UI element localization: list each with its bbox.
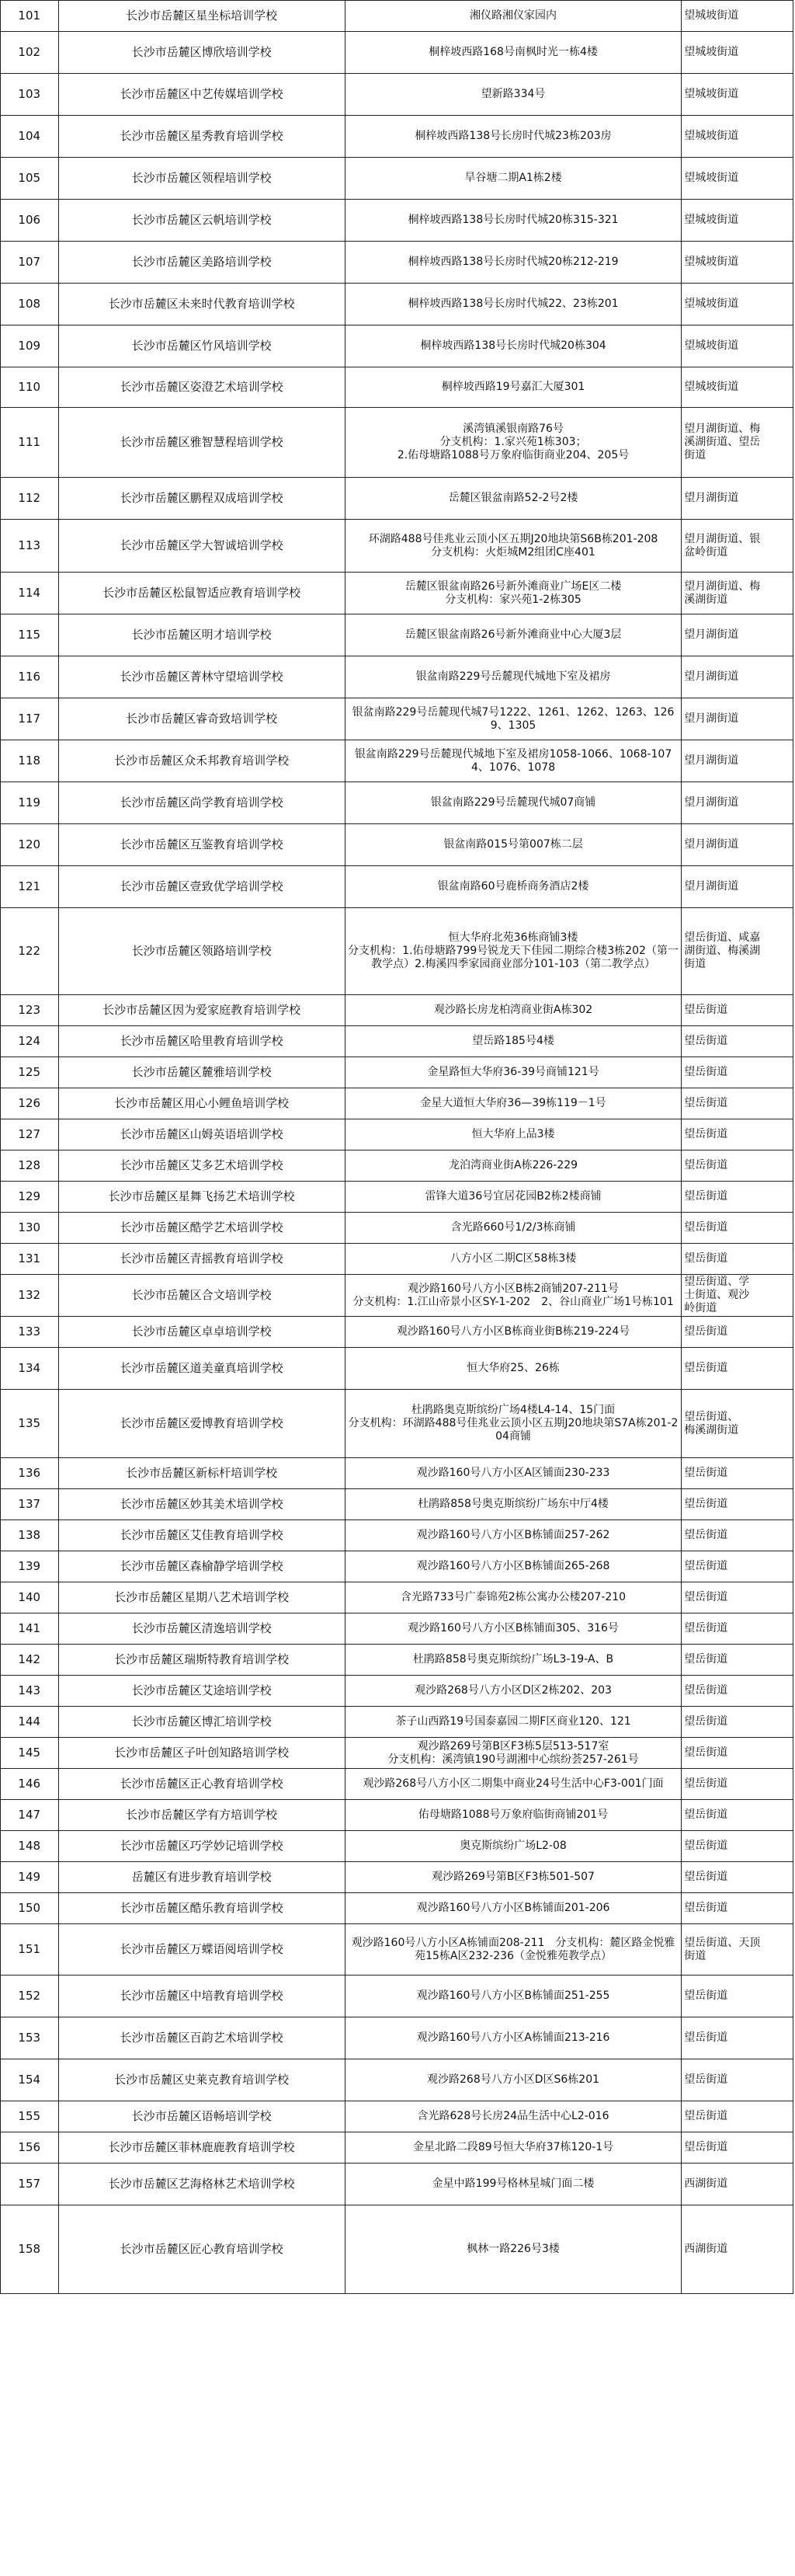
street-name: 望岳街道 bbox=[682, 1057, 793, 1088]
street-name: 望岳街道 bbox=[682, 2017, 793, 2059]
row-number: 155 bbox=[1, 2101, 59, 2132]
school-address: 观沙路160号八方小区B栋铺面265-268 bbox=[345, 1551, 681, 1582]
table-row bbox=[1, 200, 793, 242]
row-number: 141 bbox=[1, 1613, 59, 1645]
street-name: 望岳街道 bbox=[682, 995, 793, 1026]
school-name: 长沙市岳麓区星秀教育培训学校 bbox=[58, 116, 345, 158]
school-address: 观沙路160号八方小区B栋铺面305、316号 bbox=[345, 1613, 681, 1645]
row-number: 128 bbox=[1, 1150, 59, 1182]
school-address: 观沙路长房龙柏湾商业街A栋302 bbox=[345, 995, 681, 1026]
row-number: 109 bbox=[1, 325, 59, 367]
street-name: 望岳街道 bbox=[682, 1458, 793, 1489]
school-address: 金星路恒大华府36-39号商铺121号 bbox=[345, 1057, 681, 1088]
school-name: 长沙市岳麓区睿奇致培训学校 bbox=[58, 698, 345, 740]
street-name: 望岳街道 bbox=[682, 1831, 793, 1862]
table-row bbox=[1, 1390, 793, 1458]
street-name: 望城坡街道 bbox=[682, 116, 793, 158]
street-name: 望岳街道、咸嘉 湖街道、梅溪湖 街道 bbox=[682, 908, 793, 995]
school-address: 杜鹃路858号奥克斯缤纷广场L3-19-A、B bbox=[345, 1645, 681, 1676]
school-name: 长沙市岳麓区博汇培训学校 bbox=[58, 1707, 345, 1738]
row-number: 137 bbox=[1, 1489, 59, 1520]
table-row bbox=[1, 2205, 793, 2294]
row-number: 130 bbox=[1, 1213, 59, 1244]
street-name: 望城坡街道 bbox=[682, 242, 793, 284]
table-row bbox=[1, 1348, 793, 1390]
street-name: 望岳街道 bbox=[682, 1520, 793, 1551]
street-name: 望月湖街道 bbox=[682, 824, 793, 866]
row-number: 135 bbox=[1, 1390, 59, 1458]
school-address: 奥克斯缤纷广场L2-08 bbox=[345, 1831, 681, 1862]
street-name: 望城坡街道 bbox=[682, 284, 793, 325]
school-name: 长沙市岳麓区未来时代教育培训学校 bbox=[58, 284, 345, 325]
street-name: 望城坡街道 bbox=[682, 32, 793, 74]
street-name: 望月湖街道 bbox=[682, 782, 793, 824]
street-name: 望岳街道 bbox=[682, 1244, 793, 1275]
row-number: 123 bbox=[1, 995, 59, 1026]
school-name: 长沙市岳麓区道美童真培训学校 bbox=[58, 1348, 345, 1390]
school-address: 银盆南路229号岳麓现代城地下室及裙房 bbox=[345, 656, 681, 698]
school-address: 岳麓区银盆南路26号新外滩商业广场E区二楼 分支机构：家兴苑1-2栋305 bbox=[345, 573, 681, 614]
street-name: 望城坡街道 bbox=[682, 158, 793, 200]
table-row bbox=[1, 1520, 793, 1551]
row-number: 108 bbox=[1, 284, 59, 325]
school-name: 长沙市岳麓区星舞飞扬艺术培训学校 bbox=[58, 1182, 345, 1213]
table-row bbox=[1, 1582, 793, 1613]
street-name: 望城坡街道 bbox=[682, 367, 793, 408]
school-address: 旱谷塘二期A1栋2楼 bbox=[345, 158, 681, 200]
street-name: 望月湖街道、银 盆岭街道 bbox=[682, 520, 793, 573]
table-row bbox=[1, 325, 793, 367]
school-name: 长沙市岳麓区哈里教育培训学校 bbox=[58, 1026, 345, 1057]
table-row bbox=[1, 1026, 793, 1057]
school-name: 长沙市岳麓区菲林鹿鹿教育培训学校 bbox=[58, 2132, 345, 2163]
street-name: 望岳街道 bbox=[682, 1150, 793, 1182]
school-name: 长沙市岳麓区清逸培训学校 bbox=[58, 1613, 345, 1645]
school-name: 长沙市岳麓区匠心教育培训学校 bbox=[58, 2205, 345, 2294]
street-name: 望岳街道 bbox=[682, 1645, 793, 1676]
table-row bbox=[1, 520, 793, 573]
school-address: 望岳路185号4楼 bbox=[345, 1026, 681, 1057]
street-name: 望月湖街道 bbox=[682, 740, 793, 782]
school-address: 观沙路268号八方小区D区S6栋201 bbox=[345, 2059, 681, 2101]
street-name: 望岳街道 bbox=[682, 2059, 793, 2101]
table-row bbox=[1, 1, 793, 32]
table-row bbox=[1, 824, 793, 866]
row-number: 133 bbox=[1, 1317, 59, 1348]
school-address: 桐梓坡西路138号长房时代城20栋315-321 bbox=[345, 200, 681, 242]
school-name: 长沙市岳麓区史莱克教育培训学校 bbox=[58, 2059, 345, 2101]
table-row bbox=[1, 1976, 793, 2017]
school-name: 岳麓区有进步教育培训学校 bbox=[58, 1862, 345, 1893]
row-number: 124 bbox=[1, 1026, 59, 1057]
table-row bbox=[1, 1645, 793, 1676]
row-number: 119 bbox=[1, 782, 59, 824]
table-row bbox=[1, 1489, 793, 1520]
street-name: 望月湖街道 bbox=[682, 656, 793, 698]
row-number: 143 bbox=[1, 1676, 59, 1707]
row-number: 145 bbox=[1, 1738, 59, 1769]
school-address: 环湖路488号佳兆业云顶小区五期J20地块第S6B栋201-208 分支机构：火炬城M2组团C座401 bbox=[345, 520, 681, 573]
row-number: 113 bbox=[1, 520, 59, 573]
row-number: 138 bbox=[1, 1520, 59, 1551]
street-name: 望岳街道 bbox=[682, 1213, 793, 1244]
school-name: 长沙市岳麓区松鼠智适应教育培训学校 bbox=[58, 573, 345, 614]
school-address: 观沙路268号八方小区二期集中商业24号生活中心F3-001门面 bbox=[345, 1769, 681, 1800]
table-row bbox=[1, 32, 793, 74]
row-number: 147 bbox=[1, 1800, 59, 1831]
school-name: 长沙市岳麓区艾多艺术培训学校 bbox=[58, 1150, 345, 1182]
row-number: 112 bbox=[1, 478, 59, 520]
row-number: 131 bbox=[1, 1244, 59, 1275]
row-number: 153 bbox=[1, 2017, 59, 2059]
school-name: 长沙市岳麓区酷乐教育培训学校 bbox=[58, 1893, 345, 1924]
school-address: 恒大华府25、26栋 bbox=[345, 1348, 681, 1390]
row-number: 105 bbox=[1, 158, 59, 200]
street-name: 望月湖街道、梅 溪湖街道、望岳 街道 bbox=[682, 408, 793, 478]
row-number: 132 bbox=[1, 1275, 59, 1317]
school-address: 观沙路160号八方小区A区铺面230-233 bbox=[345, 1458, 681, 1489]
table-row bbox=[1, 1738, 793, 1769]
school-name: 长沙市岳麓区学有方培训学校 bbox=[58, 1800, 345, 1831]
row-number: 146 bbox=[1, 1769, 59, 1800]
street-name: 望岳街道 bbox=[682, 1862, 793, 1893]
school-name: 长沙市岳麓区麓雅培训学校 bbox=[58, 1057, 345, 1088]
table-row bbox=[1, 408, 793, 478]
school-address: 八方小区二期C区58栋3楼 bbox=[345, 1244, 681, 1275]
row-number: 127 bbox=[1, 1119, 59, 1150]
street-name: 望城坡街道 bbox=[682, 1, 793, 32]
school-address: 观沙路160号八方小区B栋商业街B栋219-224号 bbox=[345, 1317, 681, 1348]
table-row bbox=[1, 1613, 793, 1645]
street-name: 望岳街道 bbox=[682, 1769, 793, 1800]
school-name: 长沙市岳麓区青摇教育培训学校 bbox=[58, 1244, 345, 1275]
school-address: 观沙路269号第B区F3栋5层513-517室 分支机构：溪湾镇190号湖湘中心缤纷荟257-261号 bbox=[345, 1738, 681, 1769]
school-name: 长沙市岳麓区尚学教育培训学校 bbox=[58, 782, 345, 824]
school-name: 长沙市岳麓区学大智诚培训学校 bbox=[58, 520, 345, 573]
school-name: 长沙市岳麓区子叶创知路培训学校 bbox=[58, 1738, 345, 1769]
school-name: 长沙市岳麓区明才培训学校 bbox=[58, 614, 345, 656]
school-address: 岳麓区银盆南路52-2号2楼 bbox=[345, 478, 681, 520]
school-address: 观沙路269号第B区F3栋501-507 bbox=[345, 1862, 681, 1893]
street-name: 望岳街道、学 士街道、观沙 岭街道 bbox=[682, 1275, 793, 1317]
school-name: 长沙市岳麓区新标杆培训学校 bbox=[58, 1458, 345, 1489]
school-address: 岳麓区银盆南路26号新外滩商业中心大厦3层 bbox=[345, 614, 681, 656]
row-number: 139 bbox=[1, 1551, 59, 1582]
school-name: 长沙市岳麓区姿澄艺术培训学校 bbox=[58, 367, 345, 408]
street-name: 望岳街道 bbox=[682, 1976, 793, 2017]
table-row bbox=[1, 74, 793, 116]
school-name: 长沙市岳麓区星坐标培训学校 bbox=[58, 1, 345, 32]
street-name: 望岳街道 bbox=[682, 1551, 793, 1582]
school-address: 含光路733号广泰锦苑2栋公寓办公楼207-210 bbox=[345, 1582, 681, 1613]
street-name: 望岳街道 bbox=[682, 2132, 793, 2163]
table-row bbox=[1, 1244, 793, 1275]
street-name: 西湖街道 bbox=[682, 2205, 793, 2294]
school-address: 桐梓坡西路168号南枫时光一栋4楼 bbox=[345, 32, 681, 74]
table-row bbox=[1, 1275, 793, 1317]
table-row bbox=[1, 2163, 793, 2205]
school-address: 银盆南路229号岳麓现代城地下室及裙房1058-1066、1068-1074、1076、1078 bbox=[345, 740, 681, 782]
street-name: 望岳街道 bbox=[682, 1893, 793, 1924]
school-address: 金星中路199号格林星城门面二楼 bbox=[345, 2163, 681, 2205]
street-name: 望岳街道 bbox=[682, 1119, 793, 1150]
table-row bbox=[1, 1831, 793, 1862]
table-row bbox=[1, 284, 793, 325]
table-row bbox=[1, 367, 793, 408]
school-name: 长沙市岳麓区中培教育培训学校 bbox=[58, 1976, 345, 2017]
school-name: 长沙市岳麓区用心小鲤鱼培训学校 bbox=[58, 1088, 345, 1119]
row-number: 151 bbox=[1, 1924, 59, 1976]
school-address: 龙泊湾商业街A栋226-229 bbox=[345, 1150, 681, 1182]
table-row bbox=[1, 1317, 793, 1348]
school-address: 银盆南路60号鹿桥商务酒店2楼 bbox=[345, 866, 681, 908]
street-name: 望月湖街道 bbox=[682, 698, 793, 740]
school-address: 桐梓坡西路138号长房时代城22、23栋201 bbox=[345, 284, 681, 325]
school-address: 观沙路160号八方小区A栋铺面213-216 bbox=[345, 2017, 681, 2059]
table-row bbox=[1, 2059, 793, 2101]
school-address: 观沙路160号八方小区B栋铺面251-255 bbox=[345, 1976, 681, 2017]
table-row bbox=[1, 866, 793, 908]
row-number: 150 bbox=[1, 1893, 59, 1924]
street-name: 望月湖街道 bbox=[682, 478, 793, 520]
row-number: 101 bbox=[1, 1, 59, 32]
row-number: 114 bbox=[1, 573, 59, 614]
street-name: 望岳街道 bbox=[682, 1707, 793, 1738]
table-row bbox=[1, 1088, 793, 1119]
table-row bbox=[1, 1213, 793, 1244]
table-row bbox=[1, 1150, 793, 1182]
school-address: 湘仪路湘仪家园内 bbox=[345, 1, 681, 32]
table-row bbox=[1, 908, 793, 995]
row-number: 120 bbox=[1, 824, 59, 866]
row-number: 110 bbox=[1, 367, 59, 408]
school-address: 观沙路268号八方小区D区2栋202、203 bbox=[345, 1676, 681, 1707]
school-name: 长沙市岳麓区森榆静学培训学校 bbox=[58, 1551, 345, 1582]
school-address: 桐梓坡西路138号长房时代城20栋212-219 bbox=[345, 242, 681, 284]
school-name: 长沙市岳麓区领路培训学校 bbox=[58, 908, 345, 995]
row-number: 152 bbox=[1, 1976, 59, 2017]
school-name: 长沙市岳麓区美路培训学校 bbox=[58, 242, 345, 284]
row-number: 102 bbox=[1, 32, 59, 74]
school-address: 桐梓坡西路138号长房时代城23栋203房 bbox=[345, 116, 681, 158]
school-name: 长沙市岳麓区爱博教育培训学校 bbox=[58, 1390, 345, 1458]
school-address: 观沙路160号八方小区B栋2商铺207-211号 分支机构：1.江山帝景小区SY-1-202 2、谷山商业广场1号栋101 bbox=[345, 1275, 681, 1317]
row-number: 149 bbox=[1, 1862, 59, 1893]
table-row bbox=[1, 116, 793, 158]
row-number: 111 bbox=[1, 408, 59, 478]
row-number: 107 bbox=[1, 242, 59, 284]
school-address: 桐梓坡西路138号长房时代城20栋304 bbox=[345, 325, 681, 367]
table-row bbox=[1, 242, 793, 284]
street-name: 望城坡街道 bbox=[682, 200, 793, 242]
row-number: 157 bbox=[1, 2163, 59, 2205]
row-number: 156 bbox=[1, 2132, 59, 2163]
table-row bbox=[1, 478, 793, 520]
street-name: 望城坡街道 bbox=[682, 325, 793, 367]
school-address: 金星北路二段89号恒大华府37栋120-1号 bbox=[345, 2132, 681, 2163]
school-address: 银盆南路015号第007栋二层 bbox=[345, 824, 681, 866]
table-row bbox=[1, 1862, 793, 1893]
school-name: 长沙市岳麓区妙其美术培训学校 bbox=[58, 1489, 345, 1520]
school-address: 枫林一路226号3楼 bbox=[345, 2205, 681, 2294]
school-address: 观沙路160号八方小区B栋铺面257-262 bbox=[345, 1520, 681, 1551]
school-name: 长沙市岳麓区竹风培训学校 bbox=[58, 325, 345, 367]
school-name: 长沙市岳麓区语畅培训学校 bbox=[58, 2101, 345, 2132]
table-row bbox=[1, 1458, 793, 1489]
street-name: 望月湖街道、梅 溪湖街道 bbox=[682, 573, 793, 614]
school-address: 含光路628号长房24品生活中心L2-016 bbox=[345, 2101, 681, 2132]
street-name: 望月湖街道 bbox=[682, 866, 793, 908]
street-name: 望岳街道 bbox=[682, 1182, 793, 1213]
street-name: 望岳街道 bbox=[682, 1582, 793, 1613]
street-name: 望月湖街道 bbox=[682, 614, 793, 656]
school-address: 佑母塘路1088号万象府临街商铺201号 bbox=[345, 1800, 681, 1831]
table-row bbox=[1, 1551, 793, 1582]
school-name: 长沙市岳麓区博欣培训学校 bbox=[58, 32, 345, 74]
school-name: 长沙市岳麓区领程培训学校 bbox=[58, 158, 345, 200]
school-table-body bbox=[1, 1, 793, 2294]
street-name: 望岳街道、 梅溪湖街道 bbox=[682, 1390, 793, 1458]
school-name: 长沙市岳麓区艺海格林艺术培训学校 bbox=[58, 2163, 345, 2205]
school-name: 长沙市岳麓区万蝶语阅培训学校 bbox=[58, 1924, 345, 1976]
table-row bbox=[1, 1057, 793, 1088]
school-address: 观沙路160号八方小区A栋铺面208-211 分支机构：麓区路金悦雅苑15栋A区232-236（金悦雅苑教学点） bbox=[345, 1924, 681, 1976]
school-name: 长沙市岳麓区云帆培训学校 bbox=[58, 200, 345, 242]
row-number: 144 bbox=[1, 1707, 59, 1738]
school-name: 长沙市岳麓区鹏程双成培训学校 bbox=[58, 478, 345, 520]
table-row bbox=[1, 573, 793, 614]
street-name: 望城坡街道 bbox=[682, 74, 793, 116]
table-row bbox=[1, 1707, 793, 1738]
table-row bbox=[1, 1676, 793, 1707]
row-number: 103 bbox=[1, 74, 59, 116]
table-row bbox=[1, 1893, 793, 1924]
school-name: 长沙市岳麓区酷学艺术培训学校 bbox=[58, 1213, 345, 1244]
school-address: 银盆南路229号岳麓现代城07商铺 bbox=[345, 782, 681, 824]
table-row bbox=[1, 740, 793, 782]
table-row bbox=[1, 698, 793, 740]
row-number: 134 bbox=[1, 1348, 59, 1390]
row-number: 136 bbox=[1, 1458, 59, 1489]
school-name: 长沙市岳麓区互鉴教育培训学校 bbox=[58, 824, 345, 866]
school-address: 含光路660号1/2/3栋商铺 bbox=[345, 1213, 681, 1244]
school-name: 长沙市岳麓区山姆英语培训学校 bbox=[58, 1119, 345, 1150]
street-name: 望岳街道、天顶 街道 bbox=[682, 1924, 793, 1976]
school-name: 长沙市岳麓区瑞斯特教育培训学校 bbox=[58, 1645, 345, 1676]
street-name: 望岳街道 bbox=[682, 1800, 793, 1831]
table-row bbox=[1, 1800, 793, 1831]
school-address: 观沙路160号八方小区B栋铺面201-206 bbox=[345, 1893, 681, 1924]
row-number: 126 bbox=[1, 1088, 59, 1119]
row-number: 154 bbox=[1, 2059, 59, 2101]
row-number: 104 bbox=[1, 116, 59, 158]
school-name: 长沙市岳麓区艾佳教育培训学校 bbox=[58, 1520, 345, 1551]
street-name: 望岳街道 bbox=[682, 1088, 793, 1119]
school-address: 茶子山西路19号国泰嘉园二期F区商业120、121 bbox=[345, 1707, 681, 1738]
row-number: 158 bbox=[1, 2205, 59, 2294]
table-row bbox=[1, 1769, 793, 1800]
school-address: 杜鹃路858号奥克斯缤纷广场东中厅4楼 bbox=[345, 1489, 681, 1520]
row-number: 142 bbox=[1, 1645, 59, 1676]
table-row bbox=[1, 1182, 793, 1213]
school-address: 溪湾镇溪银南路76号 分支机构：1.家兴苑1栋303； 2.佑母塘路1088号万象府临街商业204、205号 bbox=[345, 408, 681, 478]
row-number: 140 bbox=[1, 1582, 59, 1613]
table-row bbox=[1, 614, 793, 656]
school-address: 桐梓坡西路19号嘉汇大厦301 bbox=[345, 367, 681, 408]
table-row bbox=[1, 1119, 793, 1150]
school-name: 长沙市岳麓区艾途培训学校 bbox=[58, 1676, 345, 1707]
street-name: 望岳街道 bbox=[682, 1026, 793, 1057]
street-name: 西湖街道 bbox=[682, 2163, 793, 2205]
street-name: 望岳街道 bbox=[682, 1489, 793, 1520]
school-name: 长沙市岳麓区星期八艺术培训学校 bbox=[58, 1582, 345, 1613]
table-row bbox=[1, 2101, 793, 2132]
school-name: 长沙市岳麓区巧学妙记培训学校 bbox=[58, 1831, 345, 1862]
school-address: 望新路334号 bbox=[345, 74, 681, 116]
row-number: 129 bbox=[1, 1182, 59, 1213]
street-name: 望岳街道 bbox=[682, 1676, 793, 1707]
school-name: 长沙市岳麓区中艺传媒培训学校 bbox=[58, 74, 345, 116]
school-address: 杜鹃路奥克斯缤纷广场4楼L4-14、15门面 分支机构：环湖路488号佳兆业云顶小区五期J20地块第S7A栋201-204商铺 bbox=[345, 1390, 681, 1458]
table-row bbox=[1, 2132, 793, 2163]
street-name: 望岳街道 bbox=[682, 1317, 793, 1348]
school-name: 长沙市岳麓区卓卓培训学校 bbox=[58, 1317, 345, 1348]
street-name: 望岳街道 bbox=[682, 1613, 793, 1645]
school-name: 长沙市岳麓区正心教育培训学校 bbox=[58, 1769, 345, 1800]
row-number: 106 bbox=[1, 200, 59, 242]
table-row bbox=[1, 2017, 793, 2059]
row-number: 121 bbox=[1, 866, 59, 908]
table-row bbox=[1, 782, 793, 824]
street-name: 望岳街道 bbox=[682, 1738, 793, 1769]
row-number: 118 bbox=[1, 740, 59, 782]
row-number: 122 bbox=[1, 908, 59, 995]
street-name: 望岳街道 bbox=[682, 1348, 793, 1390]
table-row bbox=[1, 1924, 793, 1976]
row-number: 115 bbox=[1, 614, 59, 656]
school-address: 雷锋大道36号宜居花园B2栋2楼商铺 bbox=[345, 1182, 681, 1213]
school-address: 银盆南路229号岳麓现代城7号1222、1261、1262、1263、1269、1305 bbox=[345, 698, 681, 740]
school-name: 长沙市岳麓区因为爱家庭教育培训学校 bbox=[58, 995, 345, 1026]
row-number: 117 bbox=[1, 698, 59, 740]
table-row bbox=[1, 995, 793, 1026]
school-name: 长沙市岳麓区雅智慧程培训学校 bbox=[58, 408, 345, 478]
school-name: 长沙市岳麓区壹致优学培训学校 bbox=[58, 866, 345, 908]
school-name: 长沙市岳麓区合文培训学校 bbox=[58, 1275, 345, 1317]
school-address: 恒大华府上品3楼 bbox=[345, 1119, 681, 1150]
table-row bbox=[1, 656, 793, 698]
school-name: 长沙市岳麓区百韵艺术培训学校 bbox=[58, 2017, 345, 2059]
row-number: 148 bbox=[1, 1831, 59, 1862]
school-address: 恒大华府北苑36栋商铺3楼 分支机构：1.佑母塘路799号锐龙天下佳园二期综合楼3栋202（第一教学点）2.梅溪四季家园商业部分101-103（第二教学点） bbox=[345, 908, 681, 995]
row-number: 125 bbox=[1, 1057, 59, 1088]
school-name: 长沙市岳麓区菁林守望培训学校 bbox=[58, 656, 345, 698]
school-address: 金星大道恒大华府36—39栋119－1号 bbox=[345, 1088, 681, 1119]
street-name: 望岳街道 bbox=[682, 2101, 793, 2132]
row-number: 116 bbox=[1, 656, 59, 698]
table-row bbox=[1, 158, 793, 200]
school-name: 长沙市岳麓区众禾邦教育培训学校 bbox=[58, 740, 345, 782]
